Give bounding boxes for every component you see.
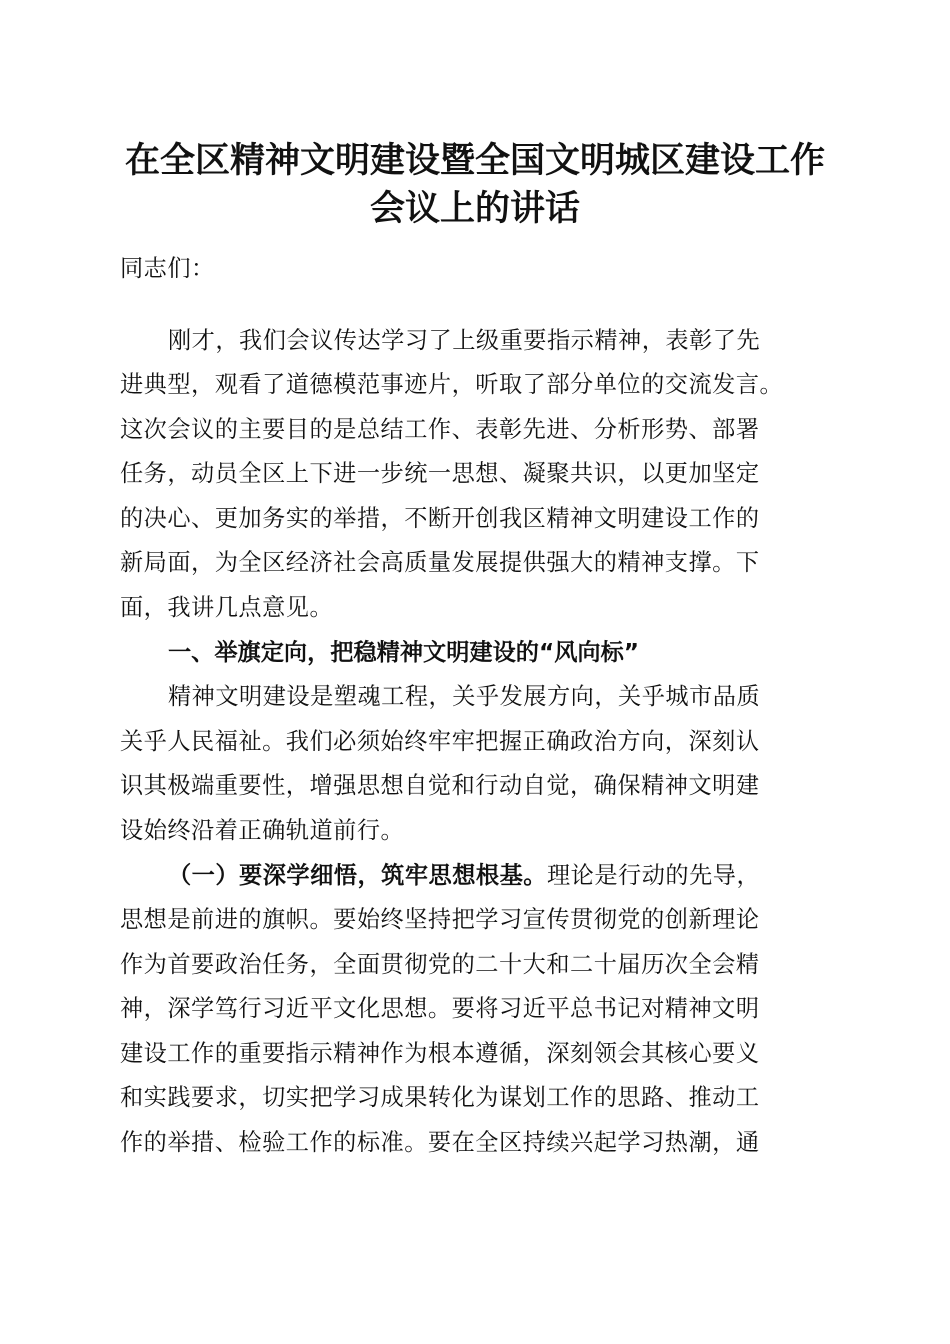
paragraph-line: 思想是前进的旗帜。要始终坚持把学习宣传贯彻党的创新理论 — [120, 906, 760, 933]
paragraph-line: 新局面，为全区经济社会高质量发展提供强大的精神支撑。下 — [120, 549, 760, 576]
document-title-line-2: 会议上的讲话 — [369, 188, 580, 229]
salutation: 同志们： — [120, 255, 215, 282]
subsection-1-text: 理论是行动的先导， — [547, 862, 761, 889]
paragraph-line: 进典型，观看了道德模范事迹片，听取了部分单位的交流发言。 — [120, 371, 784, 398]
paragraph-line: 作的举措、检验工作的标准。要在全区持续兴起学习热潮，通 — [120, 1129, 760, 1156]
paragraph-line: 和实践要求，切实把学习成果转化为谋划工作的思路、推动工 — [120, 1084, 760, 1111]
paragraph-line: 刚才，我们会议传达学习了上级重要指示精神，表彰了先 — [168, 327, 761, 354]
document-title-line-1: 在全区精神文明建设暨全国文明城区建设工作 — [124, 140, 825, 181]
subsection-1-line — [168, 860, 848, 892]
paragraph-line: 这次会议的主要目的是总结工作、表彰先进、分析形势、部署 — [120, 416, 760, 443]
paragraph-line: 设始终沿着正确轨道前行。 — [120, 817, 405, 844]
paragraph-line: 识其极端重要性，增强思想自觉和行动自觉，确保精神文明建 — [120, 772, 760, 799]
paragraph-line: 的决心、更加务实的举措，不断开创我区精神文明建设工作的 — [120, 505, 760, 532]
paragraph-line: 任务，动员全区上下进一步统一思想、凝聚共识，以更加坚定 — [120, 460, 760, 487]
paragraph-line: 面，我讲几点意见。 — [120, 594, 334, 621]
paragraph-line: 关乎人民福祉。我们必须始终牢牢把握正确政治方向，深刻认 — [120, 728, 760, 755]
section-heading-1: 一、举旗定向，把稳精神文明建设的“风向标” — [168, 639, 640, 666]
paragraph-line: 精神文明建设是塑魂工程，关乎发展方向，关乎城市品质 — [168, 683, 761, 710]
paragraph-line: 神，深学笃行习近平文化思想。要将习近平总书记对精神文明 — [120, 995, 760, 1022]
subsection-1-heading: （一）要深学细悟，筑牢思想根基。 — [168, 862, 547, 889]
paragraph-line: 作为首要政治任务，全面贯彻党的二十大和二十届历次全会精 — [120, 951, 760, 978]
paragraph-line: 建设工作的重要指示精神作为根本遵循，深刻领会其核心要义 — [120, 1040, 760, 1067]
